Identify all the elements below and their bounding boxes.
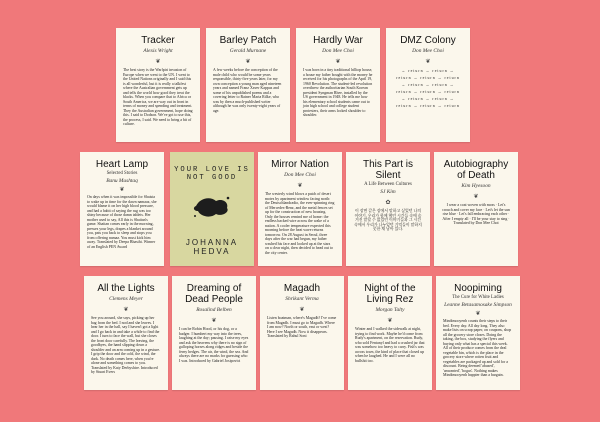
fleuron-icon: ❦ <box>245 59 251 65</box>
book-title: YOUR LOVE IS NOT GOOD <box>174 166 250 182</box>
book-author: Don Mee Choi <box>284 172 316 178</box>
book-subtitle: A Life Between Cultures <box>364 182 412 187</box>
fleuron-icon: ❦ <box>475 311 481 317</box>
book-mirror-nation[interactable] <box>258 152 342 266</box>
fleuron-icon: ❦ <box>425 59 431 65</box>
book-excerpt: The westerly wind blows a patch of desert motes by apartment window facing north: the Deutschlandradio, the ever-spinning ring of Mercedes-Benz, and the metal fences set up for the construction of new housing. Only the houses remind me of home: the endless backed wire across the wake of a nation. A cooler temperature expected this morning before the heat wave returns tomorrow. On 28 August in Seoul, three days after the war had begun, my father washed his face and looked up at the stars on a clear night, then decided to head out to the city center. <box>265 192 335 255</box>
book-excerpt: A few weeks before the conception of the male child who would be some years responsible, thirty-five years later, for my own conception a young man aged nineteen years and named Franz Xaver Kappus and some of his unpublished poems and a covering letter to Rainer Maria Rilke, who was by then a much-published writer although he was only twenty-eight years of age. <box>213 68 282 113</box>
book-title: Dreaming of Dead People <box>185 283 243 305</box>
book-tracker[interactable] <box>116 28 200 142</box>
fleuron-icon: ❦ <box>123 307 129 313</box>
book-excerpt: See you around, she says, picking up her bag from the bed. I nod and she leaves. I hear her in the hall, say I haven't got a light and I go back in and take a while to find the door. I turn to face the wall, but she closes the front door carefully. The leaving, the goodbyes, the hand slipping down a shoulder and an arm coming up in a gesture. I grip the door and the cold, the wind, the dark. No death comes here, when you're alone and something comes to you. Translated by Katy Derbyshire. Introduced by Stuart Evers <box>91 316 161 374</box>
fleuron-icon: ❦ <box>387 318 393 324</box>
book-author: Kim Hyesoon <box>461 183 491 189</box>
book-author: Don Mee Choi <box>322 48 354 54</box>
book-author: Alexis Wright <box>143 48 173 54</box>
book-excerpt: On days when it was impossible for Shaista to wake up in time for the dawn namaaz, she would blame it on her high blood pressure, and had a habit of saying the rug was too shiny because of those damn tablets. Her mother used to say, All this is Shaitan's game. Shaitan comes early in the morning, presses your legs, drapes a blanket around you, pats you back to sleep and stops you from offering namaz. You must kick him away. Translated by Deepa Bhasthi. Winner of an English PEN Award <box>87 195 157 249</box>
book-author: JOHANNA HEDVA <box>185 238 239 256</box>
book-excerpt: Mindimooyenh counts their steps to their bed. Every day. All day long. They also make lists on scrap paper, on coupons, shop all the grocery store closes. Doing the taking, the box, studying the flyers and buying only what has a special this week. All of their produce comes from the deal vegetable bin, which is the place in the grocery store where rotten fruit and vegetables are packaged up and sold for a discount. Being deemed 'abused', 'unwanted', 'bogus'. Nothing makes Mindimooyenh happier than a bargain. <box>443 319 512 377</box>
book-author: Shrikant Verma <box>285 296 319 302</box>
book-your-love-is-not-good[interactable] <box>170 152 254 266</box>
book-excerpt: Listen boatman, where's Magadh? I've come from Magadh. I must go to Magadh. Where I am now? North or south, east or west? Here I see Magadh. Now it disappears. Translated by Rahul Soni <box>267 316 337 338</box>
book-author: Leanne Betasamosake Simpson <box>444 302 512 308</box>
flower-icon: ✿ <box>385 200 391 206</box>
book-title: Magadh <box>283 283 321 294</box>
book-this-part-is-silent[interactable] <box>346 152 430 266</box>
fleuron-icon: ❦ <box>335 59 341 65</box>
book-barley-patch[interactable] <box>206 28 290 142</box>
fleuron-icon: ❦ <box>119 187 125 193</box>
book-excerpt: I was born in a tiny traditional hilltop house, a house my father bought with the money he received for his photographs of the April 19, 1960 Revolution. The student-led revolution overthrew the authoritarian South Korean president Syngman Rhee, installed by the US government in 1948. He tells me how his elementary school students came out to join high school and college student protesters, their arms locked shoulder to shoulder. <box>303 68 373 117</box>
book-title: Night of the Living Rez <box>364 283 416 305</box>
book-author: Rosalind Belben <box>196 307 232 313</box>
book-title: DMZ Colony <box>400 35 456 46</box>
book-subtitle: Selected Stories <box>106 171 138 176</box>
book-magadh[interactable] <box>260 276 344 390</box>
fleuron-icon: ❦ <box>299 307 305 313</box>
book-title: Heart Lamp <box>95 159 149 170</box>
book-night-of-the-living-rez[interactable] <box>348 276 432 390</box>
book-author: SJ Kim <box>380 189 396 195</box>
book-excerpt: I can be Robin Hood, or his dog, or a badger. I humbert my way into the trees, laughing at the day; pausing. I raise my eyes and ask the heavens why there is no sign of galloping horses along ridges and beside the ferny hedges. The air, the wind, the sea. And always there are no marks for guessing who I was. Introduced by Gabriel Josipovici <box>179 327 249 363</box>
book-title: This Part is Silent <box>362 159 413 181</box>
book-author: Gerald Murnane <box>229 48 267 54</box>
book-author: Clemens Meyer <box>109 296 143 302</box>
book-title: Autobiography of Death <box>443 159 509 181</box>
book-excerpt: The best story is the Warlpiri invasion of Europe when we went to the UN. I went to the United Nations originally and I said this is all wonderful, but it is really a talkfest where the Australian government gets up and tells the world how good they treat the blacks. When you compare that to Africa or South America, we are way out in front in terms of money and spending and treatment. They the Australian government, hope doing this. I said to Dodson. We've got to use this, the process, I said. We need to bring a bit of culture. <box>123 68 193 126</box>
book-excerpt: 이 장면 같은 장에서 말하고 싶었던 나의 이야기, 우리가 함께 했던 시간들 속에 숨겨진 말할 수 없었던 이야기들과 그 시간 속에서 우리가 나누었던 기억들이 말하지 못한 채 남아 있다. <box>354 209 422 231</box>
book-author: Banu Mushtaq <box>106 178 138 184</box>
book-title: Barley Patch <box>219 35 277 46</box>
book-title: All the Lights <box>97 283 155 294</box>
book-title: Mirror Nation <box>271 159 329 170</box>
book-subtitle: The Cure for White Ladies <box>452 295 504 300</box>
book-title: Tracker <box>141 35 175 46</box>
book-excerpt: → return → return → return → return → return → return → return → return → return → return → return → return → return → return → return <box>396 69 460 108</box>
book-heart-lamp[interactable] <box>80 152 164 266</box>
ink-blot-image <box>192 192 232 220</box>
book-dmz-colony[interactable] <box>386 28 470 142</box>
fleuron-icon: ❦ <box>473 194 479 200</box>
book-author: Morgan Talty <box>375 307 405 313</box>
book-hardly-war[interactable] <box>296 28 380 142</box>
fleuron-icon: ❦ <box>297 183 303 189</box>
book-author: Don Mee Choi <box>412 48 444 54</box>
fleuron-icon: ❦ <box>211 318 217 324</box>
book-excerpt: Winter and I walked the sidewalk at night, trying to find work. Maybe he'd come from Rudy's apartment, on the reservation. Rudy, who sold Fentanyl and had a crushed jar that was somehow too heavy to carry. Fish's was across town, the kind of place that closed up when he laughed. He and I were all no bullshit too. <box>355 327 425 363</box>
book-dreaming-of-dead-people[interactable] <box>172 276 256 390</box>
book-noopiming[interactable] <box>436 276 520 390</box>
book-title: Hardly War <box>313 35 363 46</box>
book-excerpt: I wear a coat woven with moss · Let's crouch and cover my face · Let's let the sun rise blue · Let's fall embracing each other · After I empty all · I'll be your stay to sing · Translated by Don Mee Choi <box>442 203 510 225</box>
book-title: Noopiming <box>454 283 502 294</box>
book-all-the-lights[interactable] <box>84 276 168 390</box>
fleuron-icon: ❦ <box>155 59 161 65</box>
book-autobiography-of-death[interactable] <box>434 152 518 266</box>
